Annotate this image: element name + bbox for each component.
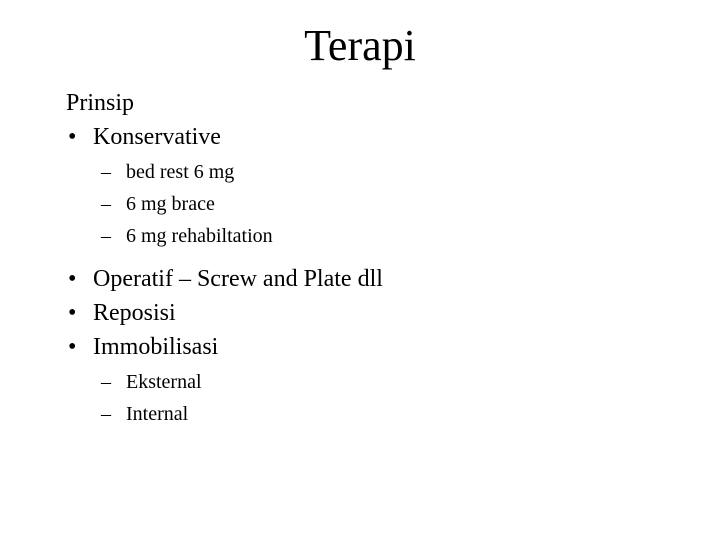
intro-text: Prinsip: [66, 90, 135, 116]
dash-icon: –: [101, 161, 111, 183]
sub-item: [66, 366, 686, 398]
sub-item: [66, 156, 686, 188]
bullet-item-operatif: [66, 262, 686, 296]
sub-item: [66, 188, 686, 220]
sub-item: [66, 220, 686, 252]
sub-item-label: Internal: [126, 403, 189, 425]
bullet-icon: •: [68, 334, 77, 360]
bullet-label: Immobilisasi: [93, 334, 219, 360]
bullet-label: Konservative: [93, 124, 221, 150]
slide-body: [66, 86, 686, 430]
dash-icon: –: [101, 371, 111, 393]
dash-icon: –: [101, 225, 111, 247]
sub-item: [66, 398, 686, 430]
sub-item-label: 6 mg rehabiltation: [126, 225, 273, 247]
sub-list-immobilisasi: [66, 366, 686, 430]
dash-icon: –: [101, 193, 111, 215]
slide-title: Terapi: [304, 21, 416, 70]
bullet-icon: •: [68, 124, 77, 150]
sub-list-konservative: [66, 156, 686, 252]
sub-item-label: bed rest 6 mg: [126, 161, 235, 183]
bullet-icon: •: [68, 300, 77, 326]
sub-item-label: 6 mg brace: [126, 193, 215, 215]
bullet-label: Operatif – Screw and Plate dll: [93, 266, 383, 292]
sub-item-label: Eksternal: [126, 371, 202, 393]
bullet-label: Reposisi: [93, 300, 176, 326]
bullet-item-reposisi: [66, 296, 686, 330]
bullet-item-konservative: [66, 120, 686, 154]
bullet-item-immobilisasi: [66, 330, 686, 364]
bullet-icon: •: [68, 266, 77, 292]
dash-icon: –: [101, 403, 111, 425]
